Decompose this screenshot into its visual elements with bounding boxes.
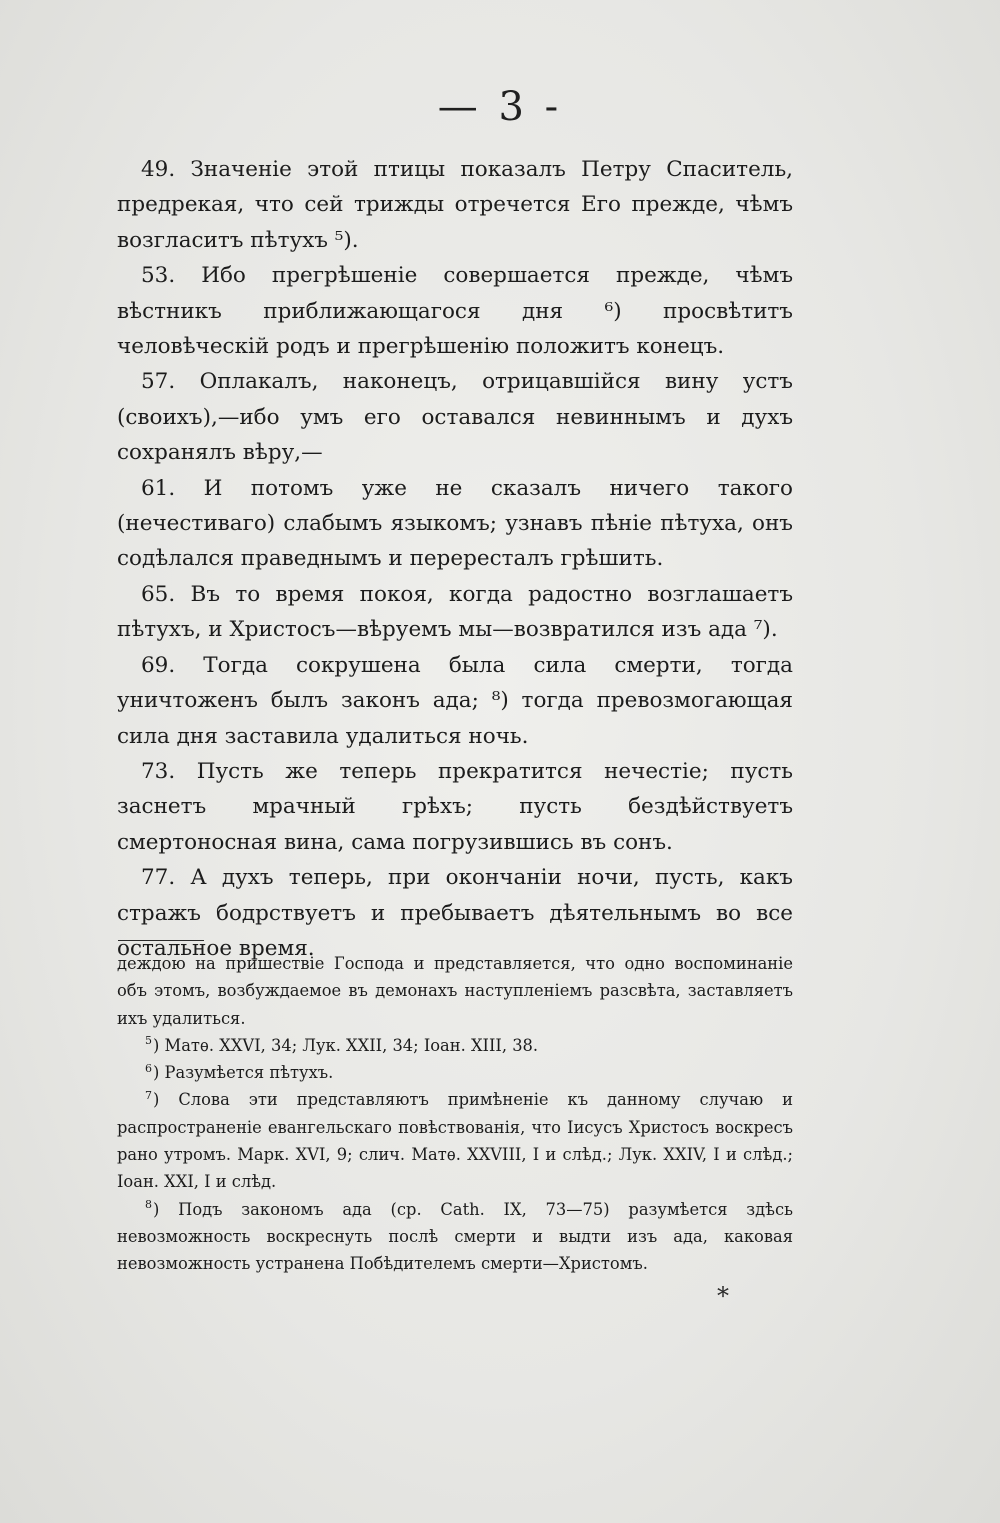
footnote-divider [118,940,204,941]
footnote-text: ) Слова эти представляютъ примѣненіе къ данному случаю и распространеніе евангельскаго повѣствованія, что Іисусъ Христосъ воскресъ рано утромъ. Марк. XVI, 9; слич. Матѳ. XXVIII, I и слѣд.; Лук. XXIV, I и слѣд.; Іоан. XXI, I и слѣд. [117,1090,793,1192]
footnote-marker: 8 [145,1198,152,1212]
footnote-marker: 7 [145,1089,152,1103]
footnote-text: ) Матѳ. XXVI, 34; Лук. XXII, 34; Іоан. XIII, 38. [153,1035,539,1055]
footnote-marker: 5 [145,1034,152,1048]
stanza-57: 57. Оплакалъ, наконецъ, отрицавшійся вину устъ (своихъ),—ибо умъ его оставался невиннымъ и духъ сохранялъ вѣру,— [117,369,793,466]
footnote-5 [117,1032,793,1059]
signature-mark: * [717,1282,729,1310]
footnote-6 [117,1059,793,1086]
footnote-7 [117,1086,793,1195]
footnotes [117,950,793,1278]
stanza-77: 77. А духъ теперь, при окончаніи ночи, пусть, какъ стражъ бодрствуетъ и пребываетъ дѣятельнымъ во все остальное время. [117,865,793,961]
footnote-text: ) Подъ закономъ ада (ср. Cath. IX, 73—75) разумѣется здѣсь невозможность воскреснуть послѣ смерти и выдти изъ ада, каковая невозможность устранена Побѣдителемъ смерти—Христомъ. [117,1199,793,1274]
page-number: — 3 - [437,84,563,130]
stanza-53: 53. Ибо прегрѣшеніе совершается прежде, чѣмъ вѣстникъ приближающагося дня ⁶) просвѣтитъ человѣческій родъ и прегрѣшенію положитъ конецъ. [117,263,793,360]
footnote-8 [117,1196,793,1278]
stanza-61: 61. И потомъ уже не сказалъ ничего такого (нечестиваго) слабымъ языкомъ; узнавъ пѣніе пѣтуха, онъ содѣлался праведнымъ и перересталъ грѣшить. [117,475,793,572]
stanza-73: 73. Пусть же теперь прекратится нечестіе; пусть заснетъ мрачный грѣхъ; пусть бездѣйствуетъ смертоносная вина, сама погрузившись въ сонъ. [117,758,793,855]
stanza-49: 49. Значеніе этой птицы показалъ Петру Спаситель, предрекая, что сей трижды отречется Его прежде, чѣмъ возгласитъ пѣтухъ ⁵). [117,157,793,253]
hymn-text [117,152,793,966]
footnote-text: ) Разумѣется пѣтухъ. [153,1063,334,1083]
footnote-continuation: деждою на пришествіе Господа и представляется, что одно воспоминаніе объ этомъ, возбуждаемое въ демонахъ наступленіемъ разсвѣта, заставляетъ ихъ удалиться. [117,954,793,1028]
stanza-65: 65. Въ то время покоя, когда радостно возглашаетъ пѣтухъ, и Христосъ—вѣруемъ мы—возвратился изъ ада ⁷). [117,581,793,643]
footnote-marker: 6 [145,1061,152,1075]
stanza-69: 69. Тогда сокрушена была сила смерти, тогда уничтоженъ былъ законъ ада; ⁸) тогда превозмогающая сила дня заставила удалиться ночь. [117,652,793,749]
